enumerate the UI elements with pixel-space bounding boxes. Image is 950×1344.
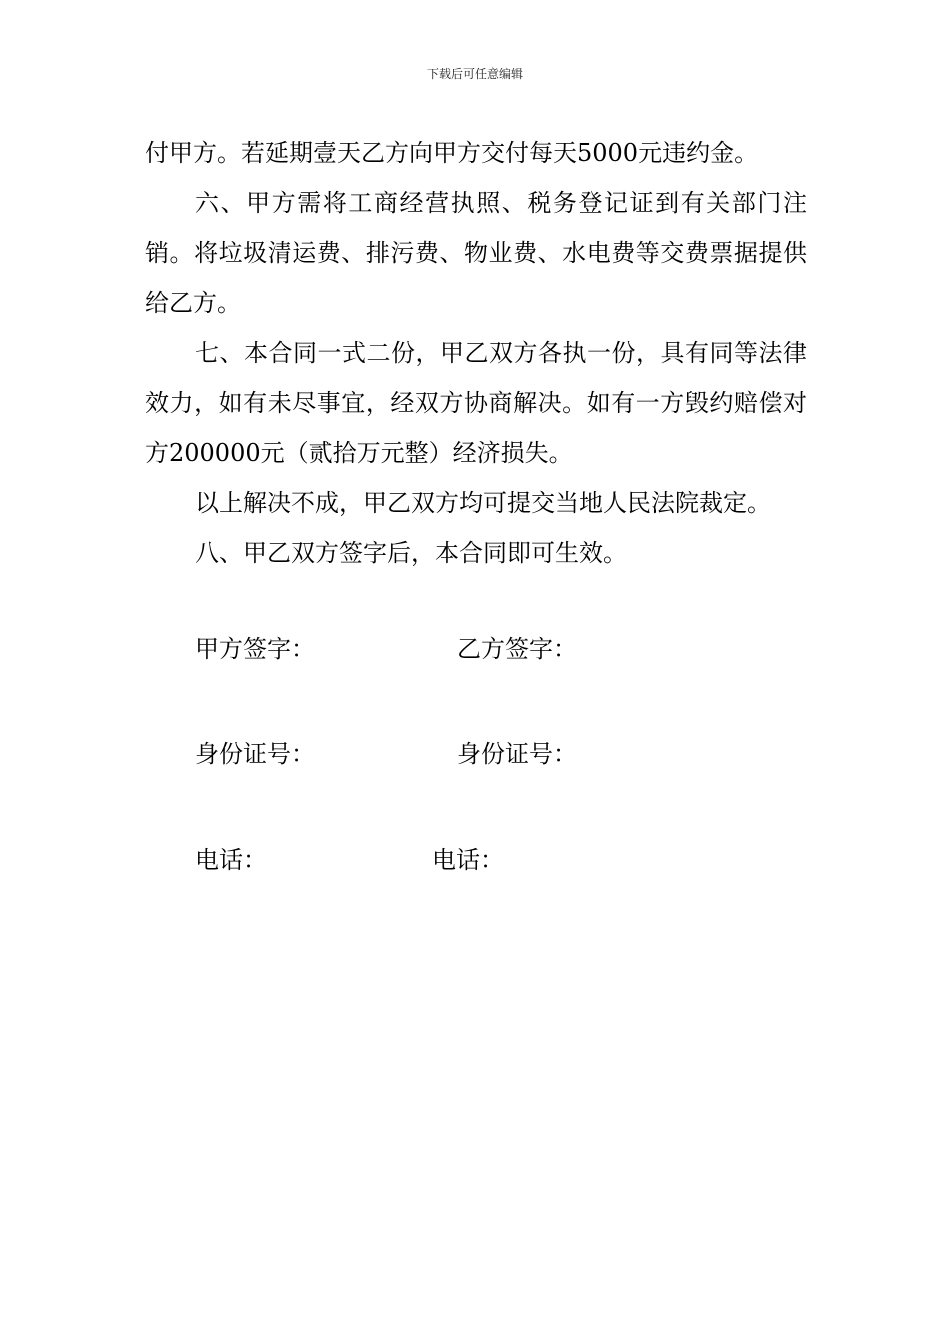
page-header: 下载后可任意编辑 bbox=[426, 67, 523, 81]
clause-eight: 八、甲乙双方签字后，本合同即可生效。 bbox=[195, 539, 627, 567]
party-b-phone-label: 电话： bbox=[432, 846, 504, 874]
contract-body bbox=[145, 128, 807, 578]
party-a-phone-label: 电话： bbox=[195, 846, 267, 874]
party-a-signature-label: 甲方签字： bbox=[195, 635, 315, 663]
party-b-id-label: 身份证号： bbox=[457, 740, 577, 768]
clause-continuation: 付甲方。若延期壹天乙方向甲方交付每天5000元违约金。 bbox=[145, 139, 759, 167]
clause-seven: 七、本合同一式二份，甲乙双方各执一份，具有同等法律效力，如有未尽事宜，经双方协商解决。如有一方毁约赔偿对方200000元（贰拾万元整）经济损失。 bbox=[145, 339, 807, 467]
party-a-id-label: 身份证号： bbox=[195, 740, 315, 768]
clause-six: 六、甲方需将工商经营执照、税务登记证到有关部门注销。将垃圾清运费、排污费、物业费、水电费等交费票据提供给乙方。 bbox=[145, 189, 807, 317]
dispute-resolution: 以上解决不成，甲乙双方均可提交当地人民法院裁定。 bbox=[195, 489, 771, 517]
party-b-signature-label: 乙方签字： bbox=[457, 635, 577, 663]
